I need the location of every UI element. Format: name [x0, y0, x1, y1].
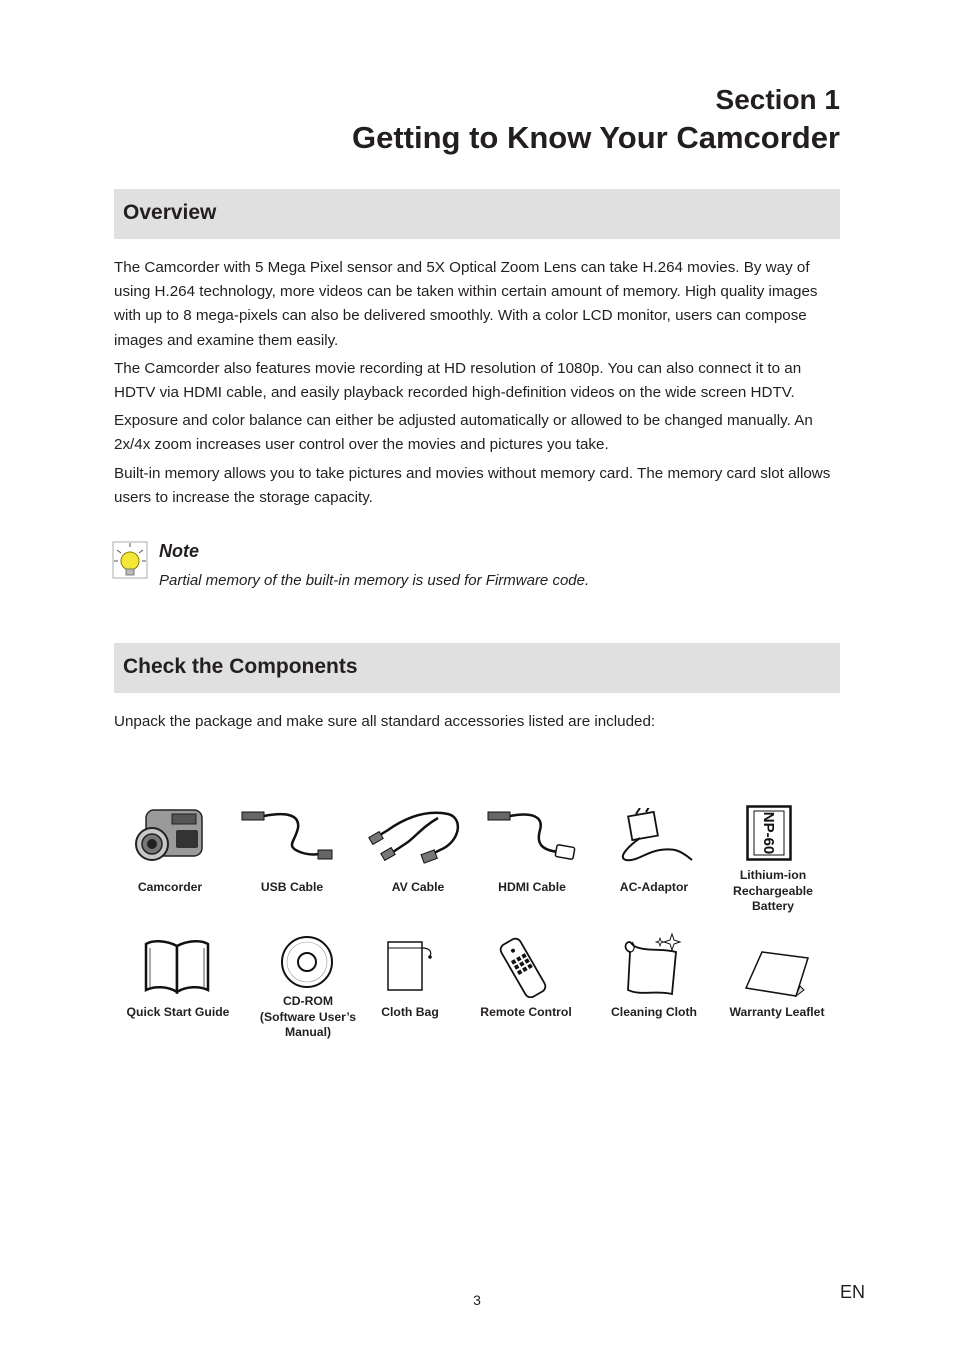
- component-label: Remote Control: [480, 1005, 572, 1019]
- av-cable-icon: [368, 806, 466, 868]
- components-heading: Check the Components: [123, 655, 358, 678]
- overview-paragraph: The Camcorder with 5 Mega Pixel sensor and 5X Optical Zoom Lens can take H.264 movies. By way of using H.264 technology, more videos can be taken within certain amount of memory. High quality images with up to 8 mega-pixels can also be delivered smoothly. With a color LCD monitor, users can compose images and examine them easily.: [114, 259, 818, 349]
- section-title: Getting to Know Your Camcorder: [352, 120, 840, 155]
- note-text: Partial memory of the built-in memory is used for Firmware code.: [159, 572, 590, 589]
- overview-heading: Overview: [123, 201, 217, 224]
- note-title: Note: [159, 541, 199, 561]
- component-label: Camcorder: [137, 880, 203, 894]
- component-label: AV Cable: [391, 880, 445, 894]
- camcorder-icon: [132, 800, 208, 872]
- cloth-icon: [620, 930, 686, 996]
- leaflet-icon: [744, 950, 810, 998]
- bag-icon: [386, 938, 436, 992]
- component-label: AC-Adaptor: [619, 880, 689, 894]
- components-heading-band: [114, 643, 840, 693]
- overview-heading-band: [114, 189, 840, 239]
- component-label: USB Cable: [260, 880, 324, 894]
- overview-body: [114, 256, 844, 514]
- battery-icon: [746, 805, 792, 861]
- components-intro: Unpack the package and make sure all standard accessories listed are included:: [114, 713, 656, 730]
- component-label: Quick Start Guide: [126, 1005, 230, 1019]
- overview-paragraph: Exposure and color balance can either be adjusted automatically or allowed to be changed manually. An 2x/4x zoom increases user control over the movies and pictures you take.: [114, 412, 813, 454]
- component-label: Warranty Leaflet: [729, 1005, 825, 1019]
- remote-icon: [498, 936, 552, 998]
- component-label: Lithium-ion Rechargeable Battery: [733, 868, 813, 913]
- component-label: CD-ROM (Software User’s Manual): [259, 994, 357, 1039]
- hdmi-cable-icon: [486, 808, 578, 866]
- overview-paragraph: Built-in memory allows you to take pictures and movies without memory card. The memory card slot allows users to increase the storage capacity.: [114, 464, 831, 506]
- usb-cable-icon: [240, 808, 335, 866]
- lightbulb-icon: [112, 541, 148, 579]
- section-number: Section 1: [715, 84, 840, 115]
- overview-paragraph: The Camcorder also features movie recording at HD resolution of 1080p. You can also connect it to an HDTV via HDMI cable, and easily playback recorded high-definition videos on the wide screen HDTV.: [114, 359, 802, 402]
- battery-print-label: NP-60: [760, 811, 777, 855]
- component-label: Cleaning Cloth: [611, 1005, 697, 1019]
- cd-icon: [280, 935, 334, 989]
- page-number: 3: [473, 1292, 481, 1308]
- component-label: HDMI Cable: [498, 880, 566, 894]
- component-label: Cloth Bag: [381, 1005, 439, 1019]
- language-code: EN: [840, 1282, 866, 1302]
- book-icon: [142, 938, 212, 994]
- ac-adaptor-icon: [616, 808, 696, 864]
